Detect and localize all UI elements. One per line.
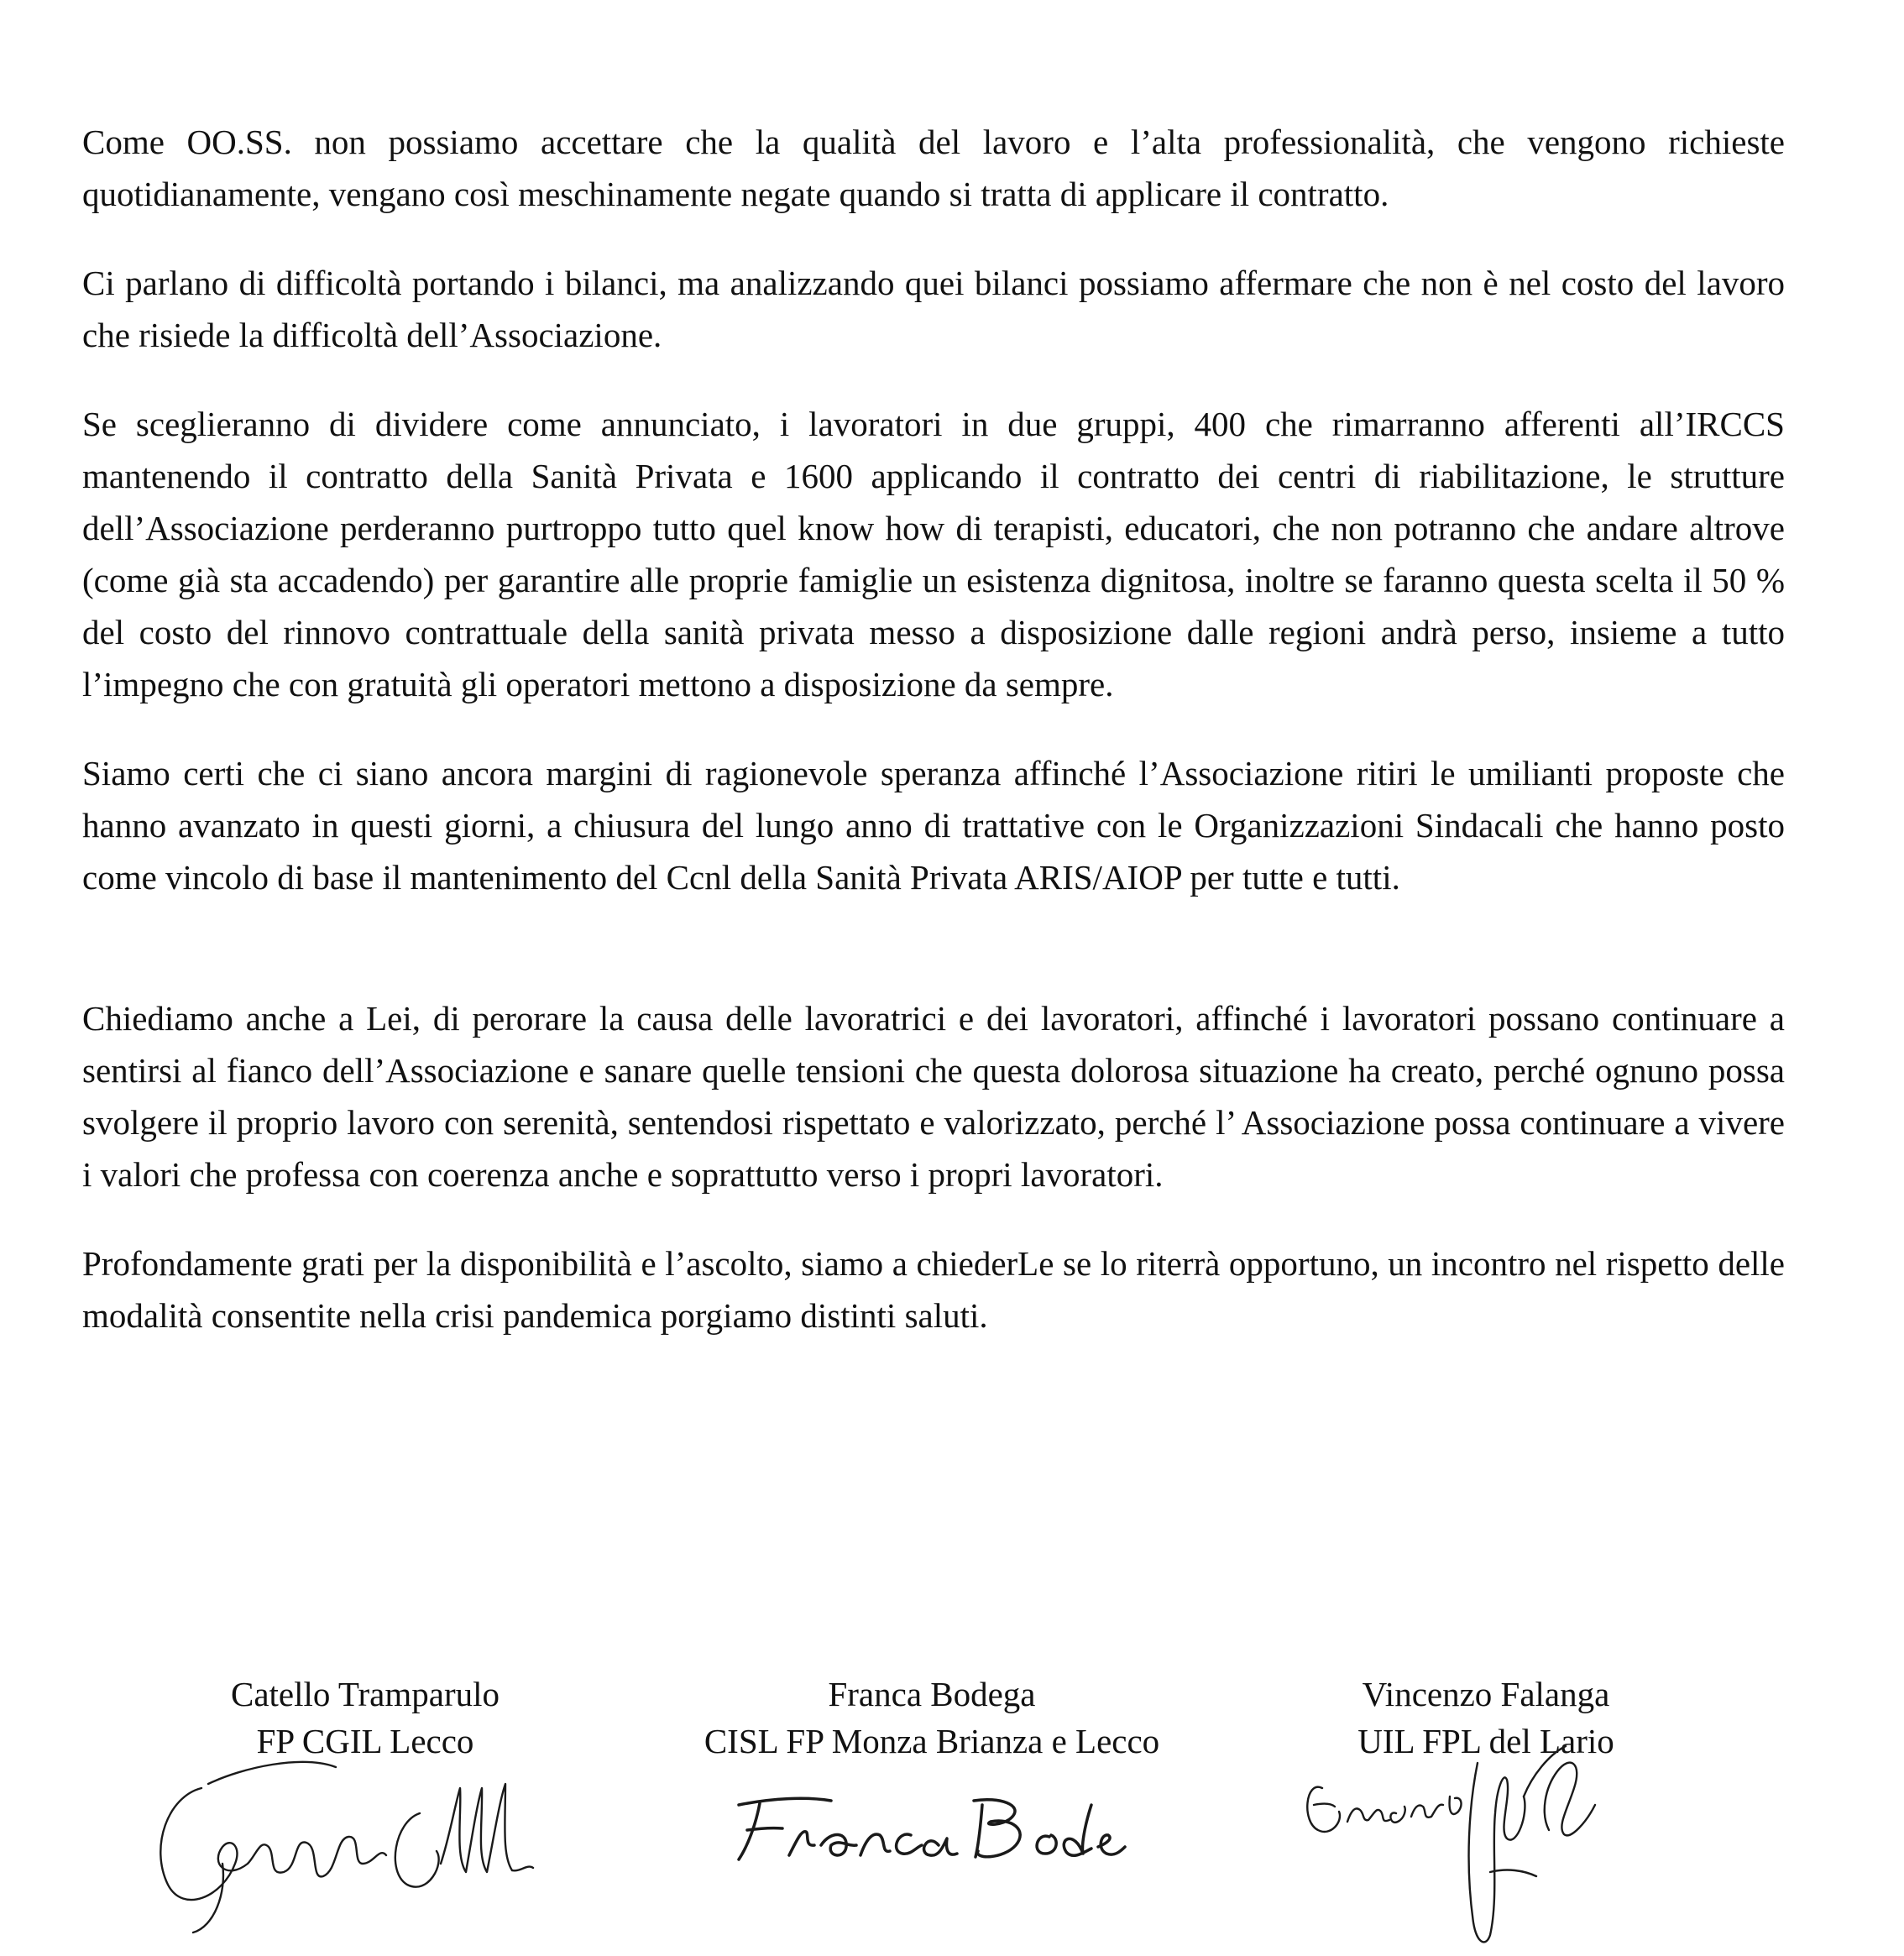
paragraph-4: Siamo certi che ci siano ancora margini di ragionevole speranza affinché l’Associazione ritiri le umilianti proposte che hanno avanzato in questi giorni, a chiusura del lungo anno di trattative con le Organizzazioni Sindacali che hanno posto come vincolo di base il mantenimento del Ccnl della Sanità Privata ARIS/AIOP per tutte e tutti. bbox=[82, 754, 1785, 897]
signatory-cgil bbox=[180, 1671, 550, 1765]
signatory-name: Vincenzo Falanga bbox=[1362, 1675, 1610, 1713]
paragraph-2: Ci parlano di difficoltà portando i bilanci, ma analizzando quei bilanci possiamo affermare che non è nel costo del lavoro che risiede la difficoltà dell’Associazione. bbox=[82, 264, 1785, 354]
signatory-name: Catello Tramparulo bbox=[230, 1675, 500, 1713]
paragraph-5: Chiediamo anche a Lei, di perorare la causa delle lavoratrici e dei lavoratori, affinché i lavoratori possano continuare a sentirsi al fianco dell’Associazione e sanare quelle tensioni che questa dolorosa situazione ha creato, perché ognuno possa svolgere il proprio lavoro con serenità, sentendosi rispettato e valorizzato, perché l’ Associazione possa continuare a vivere i valori che professa con coerenza anche e soprattutto verso i propri lavoratori. bbox=[82, 999, 1785, 1194]
paragraph-1: Come OO.SS. non possiamo accettare che la qualità del lavoro e l’alta professionalità, che vengono richieste quotidianamente, vengano così meschinamente negate quando si tratta di applicare il contratto. bbox=[82, 123, 1785, 213]
signature-area bbox=[0, 1671, 1904, 1955]
letter-body bbox=[82, 116, 1785, 1378]
signatory-cisl bbox=[646, 1671, 1217, 1765]
paragraph-3: Se sceglieranno di dividere come annunciato, i lavoratori in due gruppi, 400 che rimarranno afferenti all’IRCCS mantenendo il contratto della Sanità Privata e 1600 applicando il contratto dei centri di riabilitazione, le strutture dell’Associazione perderanno purtroppo tutto quel know how di terapisti, educatori, che non potranno che andare altrove (come già sta accadendo) per garantire alle proprie famiglie un esistenza dignitosa, inoltre se faranno questa scelta il 50 % del costo del rinnovo contrattuale della sanità privata messo a disposizione dalle regioni andrà perso, insieme a tutto l’impegno che con gratuità gli operatori mettono a disposizione da sempre. bbox=[82, 405, 1785, 703]
paragraph-6: Profondamente grati per la disponibilità e l’ascolto, siamo a chiederLe se lo riterrà opportuno, un incontro nel rispetto delle modalità consentite nella crisi pandemica porgiamo distinti saluti. bbox=[82, 1244, 1785, 1335]
signatory-organization: CISL FP Monza Brianza e Lecco bbox=[704, 1722, 1160, 1760]
signatory-organization: UIL FPL del Lario bbox=[1357, 1722, 1614, 1760]
handwritten-signature-cisl bbox=[722, 1780, 1142, 1872]
signatory-uil bbox=[1310, 1671, 1662, 1765]
handwritten-signature-cgil bbox=[143, 1738, 546, 1939]
signatory-organization: FP CGIL Lecco bbox=[256, 1722, 474, 1760]
signatory-name: Franca Bodega bbox=[828, 1675, 1036, 1713]
